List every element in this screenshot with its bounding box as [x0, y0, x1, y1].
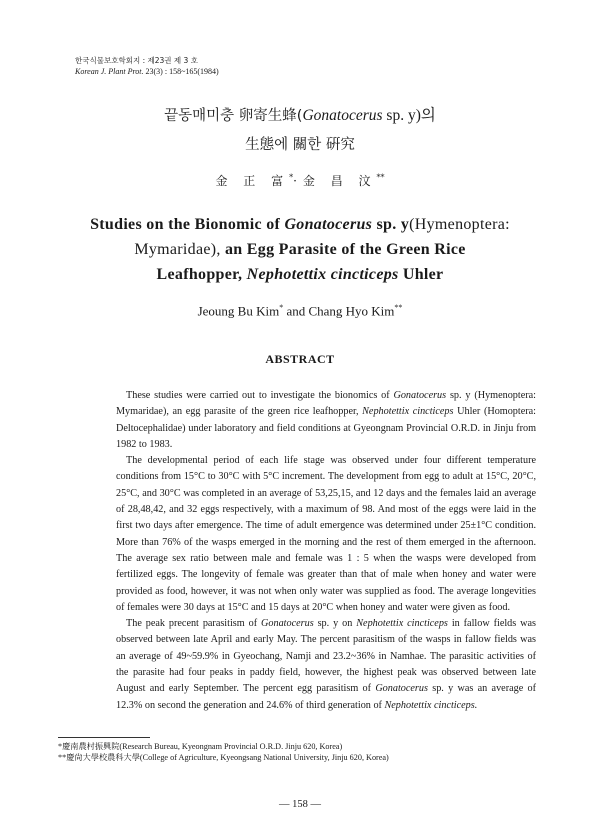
abstract-heading: ABSTRACT [265, 352, 335, 366]
korean-authors: 金 正 富*·金 昌 汶** [215, 173, 385, 188]
footnote-2: **慶尙大學校農科大學(College of Agriculture, Kyeongsang National University, Jinju 620, Korea) [58, 753, 389, 762]
korean-title-line-1: 끝동매미충 卵寄生蜂(Gonatocerus sp. y)의 [164, 107, 436, 124]
journal-header [75, 55, 219, 77]
korean-title-line-2: 生態에 關한 硏究 [245, 137, 355, 153]
footnote-1: *慶南農村振興院(Research Bureau, Kyeongnam Provincial O.R.D. Jinju 620, Korea) [58, 742, 343, 751]
english-title-line-2: Mymaridae), an Egg Parasite of the Green Rice [134, 241, 466, 258]
english-title-line-3: Leafhopper, Nephotettix cincticeps Uhler [156, 266, 444, 283]
abstract-paragraph-2: The developmental period of each life stage was observed under four different temperature conditions from 15°C to 30°C with 5°C increment. The development from egg to adult at 15°C, 20°C, 25°C, and 30°C was completed in an average of 53,25,15, and 12 days and the females laid an average of 28,48,42, and 32 eggs respectively, with a maximum of 98. And most of the eggs were laid in the first two days after emergence. The time of adult emergence was determined under 25±1°C condition. More than 76% of the wasps emerged in the morning and the rest of them emerged in the afternoon. The average sex ratio between male and female was 1 : 5 when the wasps were developed from fertilized eggs. The longevity of female was greater than that of male when honey and water were provided as food, however, it was not when only water was supplied as food. The average longevities of females were 30 days at 15°C and 15 days at 20°C when honey and water were given as food. [116, 455, 536, 613]
journal-korean-title: 한국식물보호학회지 : 제23권 제 3 호 [75, 56, 198, 65]
abstract-paragraph-1: These studies were carried out to investigate the bionomics of Gonatocerus sp. y (Hymenoptera: Mymaridae), an egg parasite of the green rice leafhopper, Nephotettix cincticeps Uhler (Homoptera: Deltocephalidae) under laboratory and field conditions at Gyeongnam Provincial O.R.D. in Jinju from 1982 to 1983. [116, 390, 537, 450]
footnote-divider [58, 737, 150, 738]
page-number: — 158 — [279, 799, 321, 810]
abstract-paragraph-3: The peak precent parasitism of Gonatocerus sp. y on Nephotettix cincticeps in fallow fields was observed between late April and early May. The percent parasitism of the wasps in fallow fields was an average of 49~59.9% in Gyeochang, Namji and 23.2~36% in Namhae. The parasitic activities of the parasite had four peaks in paddy field, however, the highest peak was observed between late August and early September. The percent egg parasitism of Gonatocerus sp. y was an average of 12.3% on second the generation and 24.6% of third generation of Nephotettix cincticeps. [116, 618, 537, 711]
english-title-line-1: Studies on the Bionomic of Gonatocerus sp. y(Hymenoptera: [90, 216, 510, 233]
english-authors: Jeoung Bu Kim* and Chang Hyo Kim** [197, 303, 403, 319]
abstract-body [116, 388, 536, 714]
journal-english-citation: Korean J. Plant Prot. 23(3) : 158~165(1984) [75, 67, 219, 76]
